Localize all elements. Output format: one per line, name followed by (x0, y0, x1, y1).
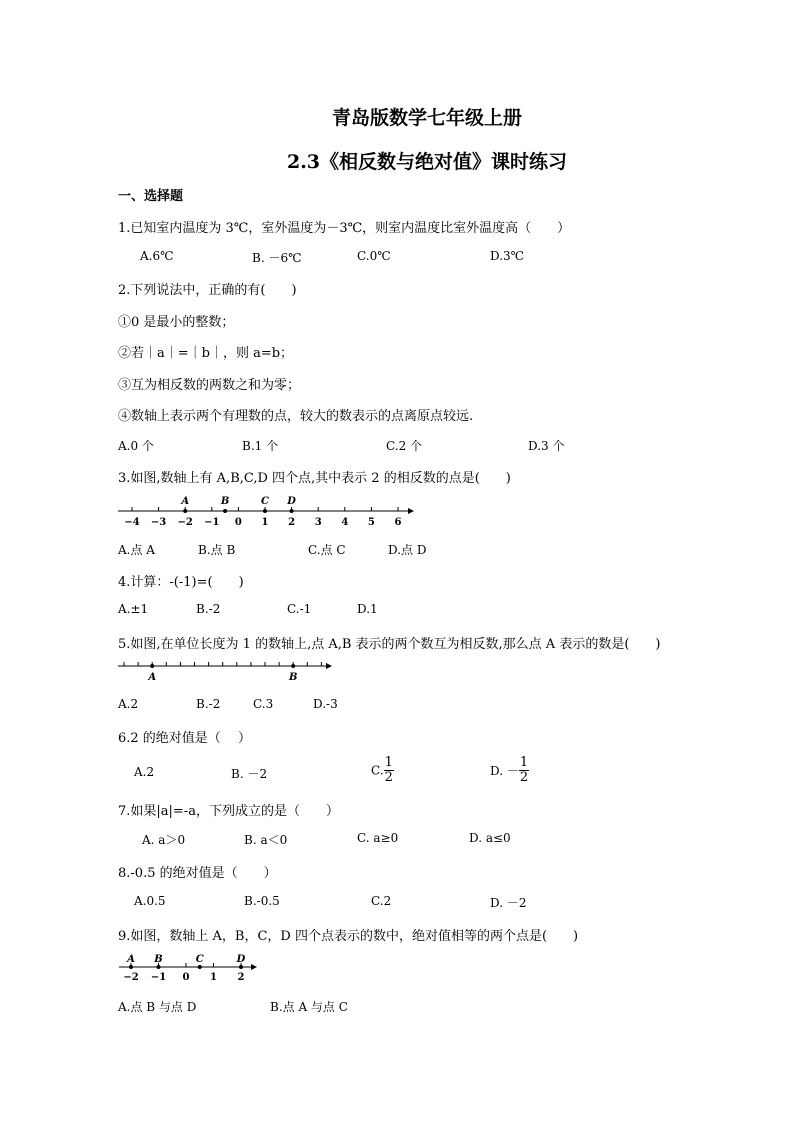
point-marker (198, 965, 202, 969)
point-marker (263, 509, 267, 513)
q1-option-d: D.3℃ (490, 249, 525, 263)
q1-option-b: B. －6℃ (252, 251, 302, 265)
axis-tick-label: 5 (367, 517, 375, 528)
q2-statement-3: ③互为相反数的两数之和为零； (118, 378, 301, 393)
q7-option-b: B. a＜0 (244, 833, 288, 847)
fraction-numerator: 1 (384, 755, 393, 770)
point-marker (157, 965, 161, 969)
point-label: B (154, 954, 163, 965)
q2-option-d: D.3 个 (528, 439, 565, 453)
question-9-stem: 9.如图，数轴上 A，B，C，D 四个点表示的数中，绝对值相等的两个点是( ) (118, 929, 579, 944)
question-1-stem: 1.已知室内温度为 3℃，室外温度为－3℃，则室内温度比室外温度高（ ） (118, 221, 571, 236)
point-marker (129, 965, 133, 969)
q4-option-a: A.±1 (118, 602, 149, 616)
q1-option-c: C.0℃ (357, 249, 391, 263)
point-label: D (287, 496, 296, 507)
fraction-denominator: 2 (519, 770, 529, 785)
point-marker (291, 664, 295, 668)
axis-tick-label: −2 (123, 972, 139, 983)
q8-option-a: A.0.5 (134, 894, 166, 908)
q4-option-d: D.1 (357, 602, 378, 616)
point-label: D (236, 954, 246, 965)
question-2-stem: 2.下列说法中，正确的有( ) (118, 283, 297, 298)
axis-tick-label: 1 (261, 517, 269, 528)
point-label: B (220, 496, 230, 507)
axis-tick-label: −2 (177, 517, 193, 528)
q5-option-c: C.3 (253, 697, 274, 711)
q2-statement-2: ②若｜a｜=｜b｜，则 a=b； (118, 346, 294, 361)
axis-tick-label: 0 (234, 517, 242, 528)
q5-option-b: B.-2 (196, 697, 221, 711)
q7-option-a: A. a＞0 (142, 833, 186, 847)
q5-number-line (112, 656, 337, 686)
q8-option-c: C.2 (371, 894, 392, 908)
q6-option-d (490, 756, 529, 785)
q2-statement-1: ①0 是最小的整数； (118, 315, 235, 330)
q3-option-d: D.点 D (388, 543, 427, 557)
q6-option-b: B. －2 (231, 767, 268, 781)
q3-number-line (112, 492, 417, 528)
q9-option-a: A.点 B 与点 D (118, 1000, 197, 1014)
axis-tick-label: 6 (394, 517, 402, 528)
point-label: C (261, 496, 269, 507)
q9-number-line (115, 950, 265, 984)
point-marker (183, 509, 187, 513)
q2-option-b: B.1 个 (242, 439, 279, 453)
question-5-stem: 5.如图,在单位长度为 1 的数轴上,点 A,B 表示的两个数互为相反数,那么点 A 表示的数是( ) (118, 637, 661, 652)
point-label: A (181, 496, 190, 507)
q5-option-d: D.-3 (313, 697, 338, 711)
q7-option-c: C. a≥0 (357, 831, 399, 845)
q6-option-d-fraction (519, 756, 529, 785)
point-label: C (195, 954, 204, 965)
point-marker (239, 965, 243, 969)
axis-tick-label: 4 (341, 517, 349, 528)
question-6-stem: 6.2 的绝对值是（ ） (118, 731, 251, 746)
question-7-stem: 7.如果|a|=-a，下列成立的是（ ） (118, 804, 339, 819)
axis-tick-label: 3 (314, 517, 322, 528)
q1-option-a: A.6℃ (140, 249, 174, 263)
q6-option-c-label: C. (371, 763, 384, 778)
point-marker (223, 509, 227, 513)
point-label: A (127, 954, 135, 965)
q6-option-a: A.2 (134, 765, 155, 779)
page-subtitle: 2.3《相反数与绝对值》课时练习 (286, 151, 568, 173)
question-4-stem: 4.计算：-(-1)=( ) (118, 575, 244, 590)
point-label: B (288, 672, 298, 683)
axis-tick-label: −3 (150, 517, 167, 528)
q3-option-a: A.点 A (118, 543, 155, 557)
fraction-numerator: 1 (519, 755, 529, 770)
axis-tick-label: 0 (182, 972, 190, 983)
axis-tick-label: 2 (288, 517, 296, 528)
axis-tick-label: 1 (210, 972, 217, 983)
q8-option-d: D. －2 (490, 896, 527, 910)
q2-statement-4: ④数轴上表示两个有理数的点，较大的数表示的点离原点较远. (118, 409, 474, 424)
axis-tick-label: 2 (237, 972, 245, 983)
q7-option-d: D. a≤0 (469, 831, 511, 845)
q8-option-b: B.-0.5 (244, 894, 280, 908)
section-heading: 一、选择题 (118, 189, 184, 204)
q3-option-c: C.点 C (308, 543, 346, 557)
q4-option-b: B.-2 (196, 602, 221, 616)
q6-option-c-fraction (384, 756, 394, 785)
fraction-denominator: 2 (384, 770, 393, 785)
question-8-stem: 8.-0.5 的绝对值是（ ） (118, 866, 277, 881)
q6-option-c (371, 756, 394, 785)
page-title: 青岛版数学七年级上册 (331, 107, 522, 129)
axis-tick-label: −1 (204, 517, 220, 528)
q6-option-d-label: D. － (490, 764, 519, 778)
point-marker (290, 509, 294, 513)
axis-tick-label: −4 (124, 517, 140, 528)
q2-option-c: C.2 个 (386, 439, 423, 453)
q5-option-a: A.2 (118, 697, 139, 711)
point-marker (150, 664, 154, 668)
q4-option-c: C.-1 (287, 602, 312, 616)
point-label: A (148, 672, 157, 683)
q2-option-a: A.0 个 (118, 439, 154, 453)
axis-tick-label: −1 (150, 972, 167, 983)
question-3-stem: 3.如图,数轴上有 A,B,C,D 四个点,其中表示 2 的相反数的点是( ) (118, 471, 511, 486)
q9-option-b: B.点 A 与点 C (270, 1000, 348, 1014)
q3-option-b: B.点 B (198, 543, 236, 557)
